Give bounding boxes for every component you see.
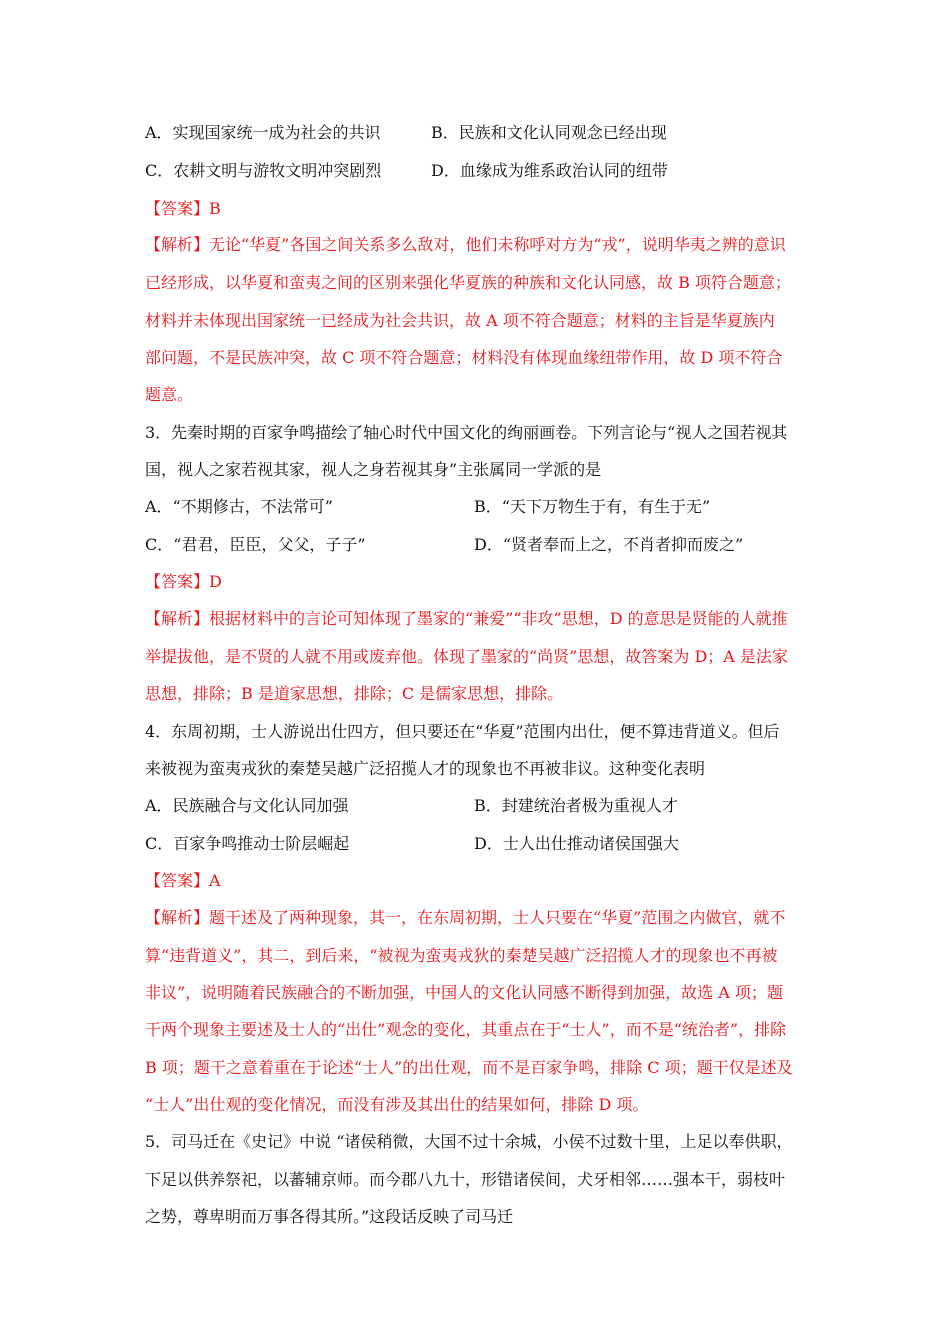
q4-analysis-line: 算“违背道义”，其二，到后来，“被视为蛮夷戎狄的秦楚吴越广泛招揽人才的现象也不再被 <box>145 946 778 965</box>
q3-analysis-line: 举提拔他，是不贤的人就不用或废弃他。体现了墨家的“尚贤”思想，故答案为 D；A 是法家 <box>145 647 788 666</box>
q4-stem-line: 来被视为蛮夷戎狄的秦楚吴越广泛招揽人才的现象也不再被非议。这种变化表明 <box>145 759 706 778</box>
q3-option-b: B．“天下万物生于有，有生于无” <box>474 497 711 516</box>
q4-analysis-line: 干两个现象主要述及士人的“出仕”观念的变化，其重点在于“士人”，而不是“统治者”，排除 <box>145 1020 787 1039</box>
q5-stem-line: 之势，尊卑明而万事各得其所。”这段话反映了司马迁 <box>145 1207 514 1226</box>
q3-option-d: D．“贤者奉而上之，不肖者抑而废之” <box>474 535 744 554</box>
q3-stem-line: 3．先秦时期的百家争鸣描绘了轴心时代中国文化的绚丽画卷。下列言论与“视人之国若视其 <box>145 423 788 442</box>
q2-analysis-line: 题意。 <box>145 385 194 404</box>
q2-analysis-line: 已经形成，以华夏和蛮夷之间的区别来强化华夏族的种族和文化认同感，故 B 项符合题意； <box>145 273 791 292</box>
q2-answer: 【答案】B <box>145 199 221 218</box>
q2-analysis-line: 材料并未体现出国家统一已经成为社会共识，故 A 项不符合题意；材料的主旨是华夏族内 <box>145 311 775 330</box>
q4-answer: 【答案】A <box>145 871 221 890</box>
q4-analysis-line: 【解析】题干述及了两种现象，其一，在东周初期，士人只要在“华夏”范围之内做官，就不 <box>145 908 786 927</box>
q3-analysis-line: 【解析】根据材料中的言论可知体现了墨家的“兼爱”“非攻”思想，D 的意思是贤能的人就推 <box>145 609 788 628</box>
q4-option-b: B．封建统治者极为重视人才 <box>474 796 678 815</box>
q4-analysis-line: 非议”，说明随着民族融合的不断加强，中国人的文化认同感不断得到加强，故选 A 项；题 <box>145 983 783 1002</box>
q4-analysis-line: B 项；题干之意着重在于论述“士人”的出仕观，而不是百家争鸣，排除 C 项；题干仅是述及 <box>145 1058 793 1077</box>
q5-stem-line: 5．司马迁在《史记》中说 “诸侯稍微，大国不过十余城，小侯不过数十里，上足以奉供职， <box>145 1132 793 1151</box>
q3-option-c: C．“君君，臣臣，父父，子子” <box>145 535 366 554</box>
q3-answer: 【答案】D <box>145 572 222 591</box>
q4-option-d: D．士人出仕推动诸侯国强大 <box>474 834 679 853</box>
q2-option-a: A．实现国家统一成为社会的共识 <box>145 123 381 142</box>
q2-analysis-line: 部问题，不是民族冲突，故 C 项不符合题意；材料没有体现血缘纽带作用，故 D 项不符合 <box>145 348 783 367</box>
q3-analysis-line: 思想，排除；B 是道家思想，排除；C 是儒家思想，排除。 <box>145 684 564 703</box>
q3-option-a: A．“不期修古，不法常可” <box>145 497 333 516</box>
q2-option-b: B．民族和文化认同观念已经出现 <box>431 123 667 142</box>
q4-option-c: C．百家争鸣推动士阶层崛起 <box>145 834 350 853</box>
q3-stem-line: 国，视人之家若视其家，视人之身若视其身”主张属同一学派的是 <box>145 460 602 479</box>
q4-analysis-line: “士人”出仕观的变化情况，而没有涉及其出仕的结果如何，排除 D 项。 <box>145 1095 649 1114</box>
q2-analysis-line: 【解析】无论“华夏”各国之间关系多么敌对，他们未称呼对方为“戎”，说明华夷之辨的意识 <box>145 235 786 254</box>
q2-option-c: C．农耕文明与游牧文明冲突剧烈 <box>145 161 382 180</box>
q4-option-a: A．民族融合与文化认同加强 <box>145 796 349 815</box>
q4-stem-line: 4．东周初期，士人游说出仕四方，但只要还在“华夏”范围内出仕，便不算违背道义。但后 <box>145 722 780 741</box>
q5-stem-line: 下足以供养祭祀，以蕃辅京师。而今郡八九十，形错诸侯间，犬牙相邻……强本干，弱枝叶 <box>145 1170 786 1189</box>
q2-option-d: D．血缘成为维系政治认同的纽带 <box>431 161 668 180</box>
